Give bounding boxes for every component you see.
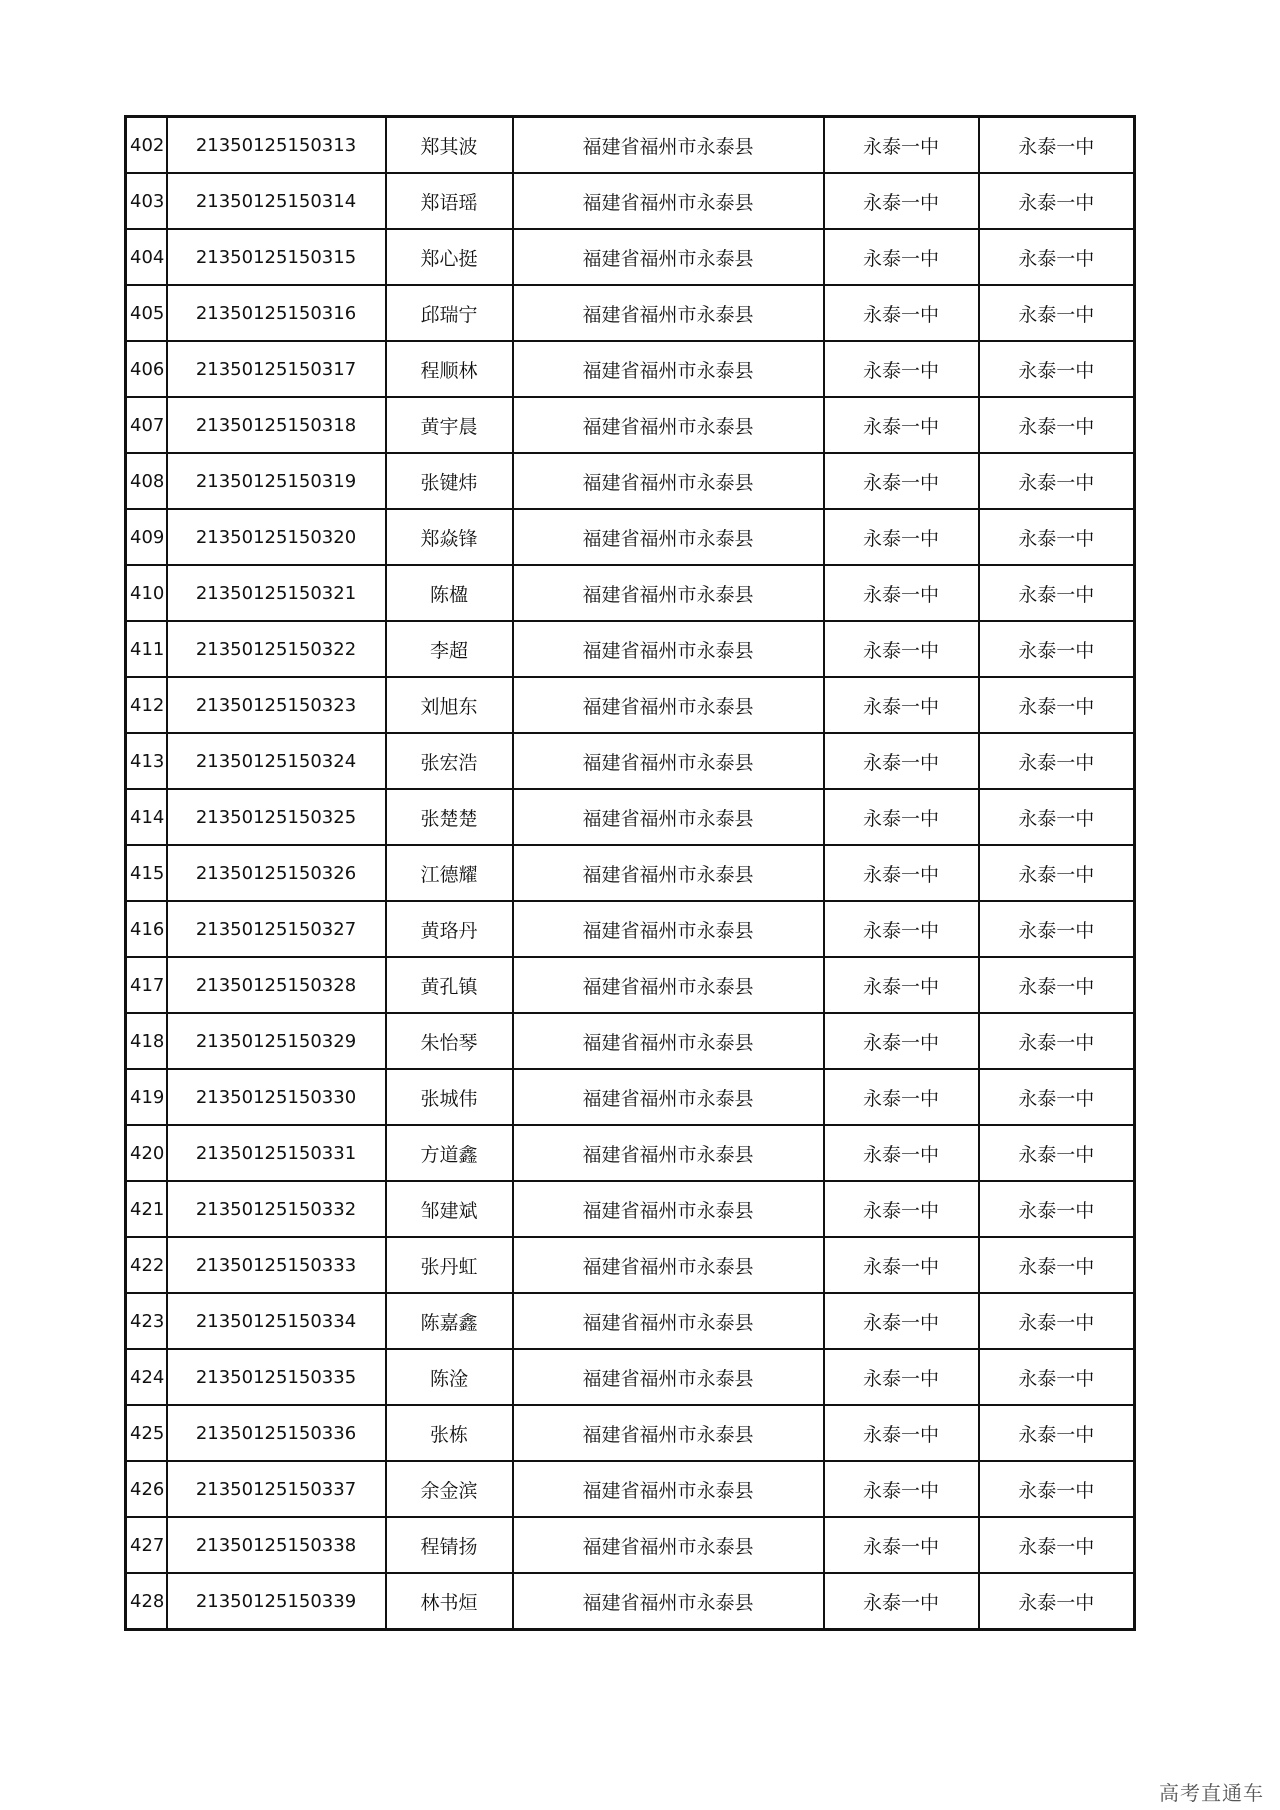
table-row <box>126 957 1135 1013</box>
cell-school: 永泰一中 <box>824 509 979 565</box>
cell-school-alt: 永泰一中 <box>979 117 1135 174</box>
cell-row-number: 402 <box>126 117 167 174</box>
table-row <box>126 901 1135 957</box>
cell-student-name: 张栋 <box>386 1405 513 1461</box>
cell-region: 福建省福州市永泰县 <box>513 285 824 341</box>
cell-school: 永泰一中 <box>824 1237 979 1293</box>
cell-school: 永泰一中 <box>824 1405 979 1461</box>
cell-exam-id: 21350125150338 <box>167 1517 386 1573</box>
cell-school-alt: 永泰一中 <box>979 1461 1135 1517</box>
cell-school: 永泰一中 <box>824 229 979 285</box>
cell-student-name: 刘旭东 <box>386 677 513 733</box>
cell-exam-id: 21350125150318 <box>167 397 386 453</box>
cell-student-name: 黄孔镇 <box>386 957 513 1013</box>
cell-school-alt: 永泰一中 <box>979 565 1135 621</box>
cell-row-number: 428 <box>126 1573 167 1630</box>
cell-row-number: 424 <box>126 1349 167 1405</box>
cell-row-number: 407 <box>126 397 167 453</box>
cell-school-alt: 永泰一中 <box>979 1125 1135 1181</box>
cell-row-number: 409 <box>126 509 167 565</box>
cell-school: 永泰一中 <box>824 677 979 733</box>
cell-row-number: 422 <box>126 1237 167 1293</box>
cell-student-name: 郑语瑶 <box>386 173 513 229</box>
cell-region: 福建省福州市永泰县 <box>513 677 824 733</box>
cell-student-name: 黄珞丹 <box>386 901 513 957</box>
watermark-text: 高考直通车 <box>1159 1781 1264 1805</box>
table-row <box>126 1069 1135 1125</box>
cell-region: 福建省福州市永泰县 <box>513 1181 824 1237</box>
cell-exam-id: 21350125150334 <box>167 1293 386 1349</box>
cell-exam-id: 21350125150325 <box>167 789 386 845</box>
table-row <box>126 621 1135 677</box>
cell-school: 永泰一中 <box>824 1293 979 1349</box>
table-row <box>126 1349 1135 1405</box>
cell-student-name: 张丹虹 <box>386 1237 513 1293</box>
table-row <box>126 845 1135 901</box>
cell-region: 福建省福州市永泰县 <box>513 789 824 845</box>
cell-school-alt: 永泰一中 <box>979 341 1135 397</box>
cell-school-alt: 永泰一中 <box>979 509 1135 565</box>
table-row <box>126 1125 1135 1181</box>
cell-row-number: 411 <box>126 621 167 677</box>
cell-school-alt: 永泰一中 <box>979 173 1135 229</box>
table-row <box>126 789 1135 845</box>
cell-student-name: 邱瑞宁 <box>386 285 513 341</box>
cell-exam-id: 21350125150330 <box>167 1069 386 1125</box>
cell-school-alt: 永泰一中 <box>979 901 1135 957</box>
cell-school-alt: 永泰一中 <box>979 1237 1135 1293</box>
cell-exam-id: 21350125150324 <box>167 733 386 789</box>
cell-school: 永泰一中 <box>824 1069 979 1125</box>
cell-exam-id: 21350125150314 <box>167 173 386 229</box>
table-row <box>126 1181 1135 1237</box>
table-row <box>126 453 1135 509</box>
cell-exam-id: 21350125150333 <box>167 1237 386 1293</box>
cell-school: 永泰一中 <box>824 621 979 677</box>
cell-row-number: 420 <box>126 1125 167 1181</box>
cell-school: 永泰一中 <box>824 1573 979 1630</box>
cell-row-number: 412 <box>126 677 167 733</box>
cell-region: 福建省福州市永泰县 <box>513 1237 824 1293</box>
cell-region: 福建省福州市永泰县 <box>513 1517 824 1573</box>
cell-school: 永泰一中 <box>824 1181 979 1237</box>
cell-exam-id: 21350125150317 <box>167 341 386 397</box>
cell-student-name: 张键炜 <box>386 453 513 509</box>
cell-row-number: 423 <box>126 1293 167 1349</box>
cell-region: 福建省福州市永泰县 <box>513 341 824 397</box>
cell-school: 永泰一中 <box>824 1517 979 1573</box>
cell-exam-id: 21350125150313 <box>167 117 386 174</box>
cell-school: 永泰一中 <box>824 117 979 174</box>
cell-school: 永泰一中 <box>824 1349 979 1405</box>
cell-exam-id: 21350125150336 <box>167 1405 386 1461</box>
cell-exam-id: 21350125150331 <box>167 1125 386 1181</box>
cell-region: 福建省福州市永泰县 <box>513 845 824 901</box>
cell-row-number: 419 <box>126 1069 167 1125</box>
cell-student-name: 郑焱锋 <box>386 509 513 565</box>
cell-school-alt: 永泰一中 <box>979 957 1135 1013</box>
cell-student-name: 朱怡琴 <box>386 1013 513 1069</box>
cell-region: 福建省福州市永泰县 <box>513 509 824 565</box>
cell-row-number: 405 <box>126 285 167 341</box>
cell-region: 福建省福州市永泰县 <box>513 621 824 677</box>
table-row <box>126 509 1135 565</box>
cell-region: 福建省福州市永泰县 <box>513 397 824 453</box>
cell-school: 永泰一中 <box>824 1125 979 1181</box>
cell-row-number: 408 <box>126 453 167 509</box>
cell-school-alt: 永泰一中 <box>979 1293 1135 1349</box>
cell-region: 福建省福州市永泰县 <box>513 229 824 285</box>
table-row <box>126 229 1135 285</box>
cell-exam-id: 21350125150319 <box>167 453 386 509</box>
cell-row-number: 416 <box>126 901 167 957</box>
cell-school-alt: 永泰一中 <box>979 677 1135 733</box>
cell-exam-id: 21350125150327 <box>167 901 386 957</box>
cell-student-name: 张楚楚 <box>386 789 513 845</box>
table-row <box>126 397 1135 453</box>
cell-school: 永泰一中 <box>824 565 979 621</box>
table-row <box>126 341 1135 397</box>
cell-exam-id: 21350125150337 <box>167 1461 386 1517</box>
cell-school: 永泰一中 <box>824 1461 979 1517</box>
cell-student-name: 程锖扬 <box>386 1517 513 1573</box>
cell-school: 永泰一中 <box>824 789 979 845</box>
cell-school-alt: 永泰一中 <box>979 1181 1135 1237</box>
cell-student-name: 林书烜 <box>386 1573 513 1630</box>
table-row <box>126 1293 1135 1349</box>
cell-region: 福建省福州市永泰县 <box>513 1293 824 1349</box>
cell-school: 永泰一中 <box>824 901 979 957</box>
cell-region: 福建省福州市永泰县 <box>513 1013 824 1069</box>
table-row <box>126 1461 1135 1517</box>
cell-exam-id: 21350125150316 <box>167 285 386 341</box>
cell-school-alt: 永泰一中 <box>979 1573 1135 1630</box>
cell-school-alt: 永泰一中 <box>979 1405 1135 1461</box>
cell-student-name: 陈淦 <box>386 1349 513 1405</box>
cell-exam-id: 21350125150321 <box>167 565 386 621</box>
cell-student-name: 江德耀 <box>386 845 513 901</box>
cell-student-name: 陈嘉鑫 <box>386 1293 513 1349</box>
cell-row-number: 413 <box>126 733 167 789</box>
cell-school-alt: 永泰一中 <box>979 229 1135 285</box>
cell-region: 福建省福州市永泰县 <box>513 957 824 1013</box>
cell-region: 福建省福州市永泰县 <box>513 173 824 229</box>
cell-row-number: 410 <box>126 565 167 621</box>
cell-school-alt: 永泰一中 <box>979 1069 1135 1125</box>
cell-student-name: 程顺林 <box>386 341 513 397</box>
roster-table <box>124 115 1136 1631</box>
cell-row-number: 425 <box>126 1405 167 1461</box>
cell-school: 永泰一中 <box>824 733 979 789</box>
cell-school: 永泰一中 <box>824 1013 979 1069</box>
cell-exam-id: 21350125150335 <box>167 1349 386 1405</box>
cell-row-number: 426 <box>126 1461 167 1517</box>
cell-row-number: 406 <box>126 341 167 397</box>
cell-student-name: 李超 <box>386 621 513 677</box>
cell-school-alt: 永泰一中 <box>979 621 1135 677</box>
cell-exam-id: 21350125150326 <box>167 845 386 901</box>
cell-region: 福建省福州市永泰县 <box>513 901 824 957</box>
cell-student-name: 邹建斌 <box>386 1181 513 1237</box>
cell-row-number: 415 <box>126 845 167 901</box>
cell-row-number: 427 <box>126 1517 167 1573</box>
table-row <box>126 1237 1135 1293</box>
cell-region: 福建省福州市永泰县 <box>513 453 824 509</box>
cell-school-alt: 永泰一中 <box>979 285 1135 341</box>
cell-region: 福建省福州市永泰县 <box>513 1405 824 1461</box>
cell-row-number: 417 <box>126 957 167 1013</box>
cell-student-name: 郑其波 <box>386 117 513 174</box>
cell-school-alt: 永泰一中 <box>979 1349 1135 1405</box>
cell-exam-id: 21350125150339 <box>167 1573 386 1630</box>
cell-school: 永泰一中 <box>824 397 979 453</box>
cell-region: 福建省福州市永泰县 <box>513 1349 824 1405</box>
cell-row-number: 404 <box>126 229 167 285</box>
table-row <box>126 1573 1135 1630</box>
cell-school-alt: 永泰一中 <box>979 845 1135 901</box>
cell-row-number: 414 <box>126 789 167 845</box>
cell-student-name: 方道鑫 <box>386 1125 513 1181</box>
cell-exam-id: 21350125150328 <box>167 957 386 1013</box>
cell-school-alt: 永泰一中 <box>979 733 1135 789</box>
cell-school: 永泰一中 <box>824 285 979 341</box>
table-row <box>126 1517 1135 1573</box>
cell-exam-id: 21350125150315 <box>167 229 386 285</box>
cell-region: 福建省福州市永泰县 <box>513 1069 824 1125</box>
table-row <box>126 173 1135 229</box>
table-row <box>126 1405 1135 1461</box>
roster-table-body <box>126 117 1135 1630</box>
cell-exam-id: 21350125150323 <box>167 677 386 733</box>
cell-student-name: 余金滨 <box>386 1461 513 1517</box>
cell-school: 永泰一中 <box>824 453 979 509</box>
cell-region: 福建省福州市永泰县 <box>513 117 824 174</box>
cell-row-number: 418 <box>126 1013 167 1069</box>
cell-exam-id: 21350125150329 <box>167 1013 386 1069</box>
cell-exam-id: 21350125150322 <box>167 621 386 677</box>
cell-region: 福建省福州市永泰县 <box>513 733 824 789</box>
cell-school-alt: 永泰一中 <box>979 1517 1135 1573</box>
cell-region: 福建省福州市永泰县 <box>513 1461 824 1517</box>
cell-region: 福建省福州市永泰县 <box>513 565 824 621</box>
cell-student-name: 黄宇晨 <box>386 397 513 453</box>
cell-row-number: 403 <box>126 173 167 229</box>
table-row <box>126 285 1135 341</box>
table-row <box>126 565 1135 621</box>
table-row <box>126 117 1135 174</box>
cell-school: 永泰一中 <box>824 173 979 229</box>
cell-student-name: 张宏浩 <box>386 733 513 789</box>
table-row <box>126 677 1135 733</box>
cell-school-alt: 永泰一中 <box>979 453 1135 509</box>
cell-region: 福建省福州市永泰县 <box>513 1125 824 1181</box>
cell-school: 永泰一中 <box>824 957 979 1013</box>
cell-school: 永泰一中 <box>824 341 979 397</box>
cell-student-name: 张城伟 <box>386 1069 513 1125</box>
cell-school-alt: 永泰一中 <box>979 397 1135 453</box>
table-row <box>126 733 1135 789</box>
cell-student-name: 郑心挺 <box>386 229 513 285</box>
table-row <box>126 1013 1135 1069</box>
cell-student-name: 陈楹 <box>386 565 513 621</box>
cell-school-alt: 永泰一中 <box>979 789 1135 845</box>
cell-exam-id: 21350125150320 <box>167 509 386 565</box>
cell-exam-id: 21350125150332 <box>167 1181 386 1237</box>
cell-school: 永泰一中 <box>824 845 979 901</box>
cell-school-alt: 永泰一中 <box>979 1013 1135 1069</box>
cell-row-number: 421 <box>126 1181 167 1237</box>
cell-region: 福建省福州市永泰县 <box>513 1573 824 1630</box>
